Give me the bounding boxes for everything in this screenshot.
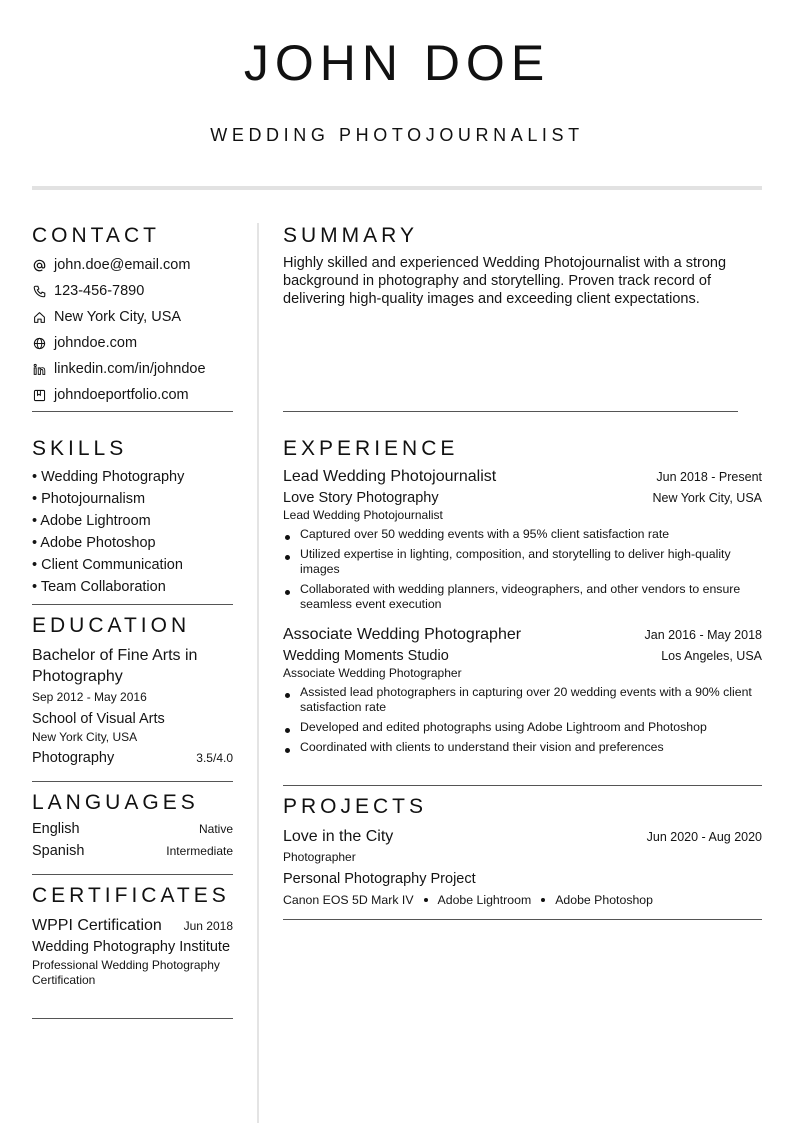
skill-item: • Team Collaboration: [32, 579, 166, 595]
language-name: English: [32, 821, 80, 837]
contact-list: [32, 252, 233, 408]
separator-dot: [541, 898, 545, 902]
section-title-summary: SUMMARY: [283, 224, 418, 247]
experience-item: [283, 468, 762, 612]
language-name: Spanish: [32, 843, 85, 859]
project-header-row: [283, 828, 762, 846]
language-row: [32, 821, 233, 843]
section-title-education: EDUCATION: [32, 614, 191, 637]
globe-icon: [32, 336, 46, 350]
certificate-description: Professional Wedding Photography Certification: [32, 958, 220, 987]
job-location: New York City, USA: [652, 491, 762, 505]
section-title-experience: EXPERIENCE: [283, 437, 459, 460]
job-company: Love Story Photography: [283, 490, 439, 506]
job-dates: Jan 2016 - May 2018: [644, 628, 762, 642]
project-tool: Canon EOS 5D Mark IV: [283, 893, 414, 907]
certificate-issuer: Wedding Photography Institute: [32, 939, 231, 955]
job-location: Los Angeles, USA: [661, 649, 762, 663]
job-bullets: [283, 527, 762, 612]
job-company-row: [283, 648, 762, 664]
section-title-contact: CONTACT: [32, 224, 160, 247]
job-bullets: [283, 685, 762, 755]
experience-section: [283, 436, 762, 786]
skill-item: • Wedding Photography: [32, 469, 185, 485]
phone-icon: [32, 284, 46, 298]
certificate-row: [32, 917, 233, 935]
experience-item: [283, 626, 762, 755]
home-icon: [32, 310, 46, 324]
project-tool: Adobe Photoshop: [555, 893, 653, 907]
job-title: Lead Wedding Photojournalist: [283, 468, 497, 485]
projects-section: [283, 794, 762, 920]
languages-section: [32, 790, 233, 875]
skill-item: • Photojournalism: [32, 491, 146, 507]
job-subtitle: Lead Wedding Photojournalist: [283, 508, 443, 522]
linkedin-icon: [32, 362, 46, 376]
contact-email: john.doe@email.com: [54, 257, 191, 273]
section-title-projects: PROJECTS: [283, 795, 428, 818]
contact-item-website[interactable]: [32, 330, 233, 356]
education-dates: Sep 2012 - May 2016: [32, 690, 147, 704]
education-school: School of Visual Arts: [32, 711, 165, 727]
column-divider: [257, 223, 259, 1123]
job-title: Associate Wedding Photographer: [283, 626, 522, 643]
job-bullet: Utilized expertise in lighting, composition, and storytelling to deliver high-quality images: [283, 547, 762, 577]
job-bullet: Captured over 50 wedding events with a 95% client satisfaction rate: [283, 527, 762, 542]
contact-item-portfolio[interactable]: [32, 382, 233, 408]
certificate-name: WPPI Certification: [32, 917, 162, 934]
job-dates: Jun 2018 - Present: [656, 470, 762, 484]
skill-item: • Client Communication: [32, 557, 183, 573]
contact-linkedin: linkedin.com/in/johndoe: [54, 361, 206, 377]
job-header-row: [283, 626, 762, 644]
contact-portfolio: johndoeportfolio.com: [54, 387, 189, 403]
contact-item-phone[interactable]: [32, 278, 233, 304]
header-divider: [32, 186, 762, 190]
at-icon: [32, 258, 46, 272]
resume-name: JOHN DOE: [243, 35, 551, 91]
section-title-certificates: CERTIFICATES: [32, 884, 230, 907]
contact-item-linkedin[interactable]: [32, 356, 233, 382]
contact-item-location: [32, 304, 233, 330]
resume-role: WEDDING PHOTOJOURNALIST: [210, 125, 584, 145]
language-row: [32, 843, 233, 865]
language-level: Intermediate: [166, 844, 233, 858]
language-level: Native: [198, 822, 233, 836]
job-company: Wedding Moments Studio: [283, 648, 449, 664]
job-subtitle: Associate Wedding Photographer: [283, 666, 462, 680]
education-location: New York City, USA: [32, 730, 138, 744]
education-gpa: 3.5/4.0: [196, 751, 233, 765]
contact-location: New York City, USA: [54, 309, 182, 325]
project-type: Personal Photography Project: [283, 871, 476, 887]
job-bullet: Developed and edited photographs using Adobe Lightroom and Photoshop: [283, 720, 762, 735]
skill-item: • Adobe Lightroom: [32, 513, 151, 529]
job-bullet: Assisted lead photographers in capturing over 20 wedding events with a 90% client satisfaction rate: [283, 685, 762, 715]
separator-dot: [424, 898, 428, 902]
summary-section: [283, 223, 738, 412]
section-title-skills: SKILLS: [32, 437, 128, 460]
contact-website: johndoe.com: [54, 335, 138, 351]
summary-text: Highly skilled and experienced Wedding Photojournalist with a strong background in photography and storytelling. Proven track record of delivering high-quality images and exceeding client expectations.: [283, 255, 727, 307]
skill-list: [32, 466, 233, 598]
contact-phone: 123-456-7890: [54, 283, 145, 299]
project-dates: Jun 2020 - Aug 2020: [646, 830, 762, 844]
job-bullet: Coordinated with clients to understand their vision and preferences: [283, 740, 762, 755]
contact-section: [32, 223, 233, 412]
section-title-languages: LANGUAGES: [32, 791, 199, 814]
education-degree: Bachelor of Fine Arts in Photography: [32, 647, 198, 685]
education-section: [32, 613, 233, 782]
education-field-row: [32, 748, 233, 768]
project-name: Love in the City: [283, 828, 394, 845]
education-field: Photography: [32, 750, 115, 766]
project-tools: [283, 893, 762, 907]
job-header-row: [283, 468, 762, 486]
project-role: Photographer: [283, 850, 356, 864]
job-bullet: Collaborated with wedding planners, videographers, and other vendors to ensure seamless event execution: [283, 582, 762, 612]
job-company-row: [283, 490, 762, 506]
certificates-section: [32, 883, 233, 1019]
skill-item: • Adobe Photoshop: [32, 535, 156, 551]
project-tool: Adobe Lightroom: [437, 893, 532, 907]
contact-item-email[interactable]: [32, 252, 233, 278]
certificate-date: Jun 2018: [183, 919, 233, 933]
portfolio-icon: [32, 388, 46, 402]
skills-section: [32, 436, 233, 605]
